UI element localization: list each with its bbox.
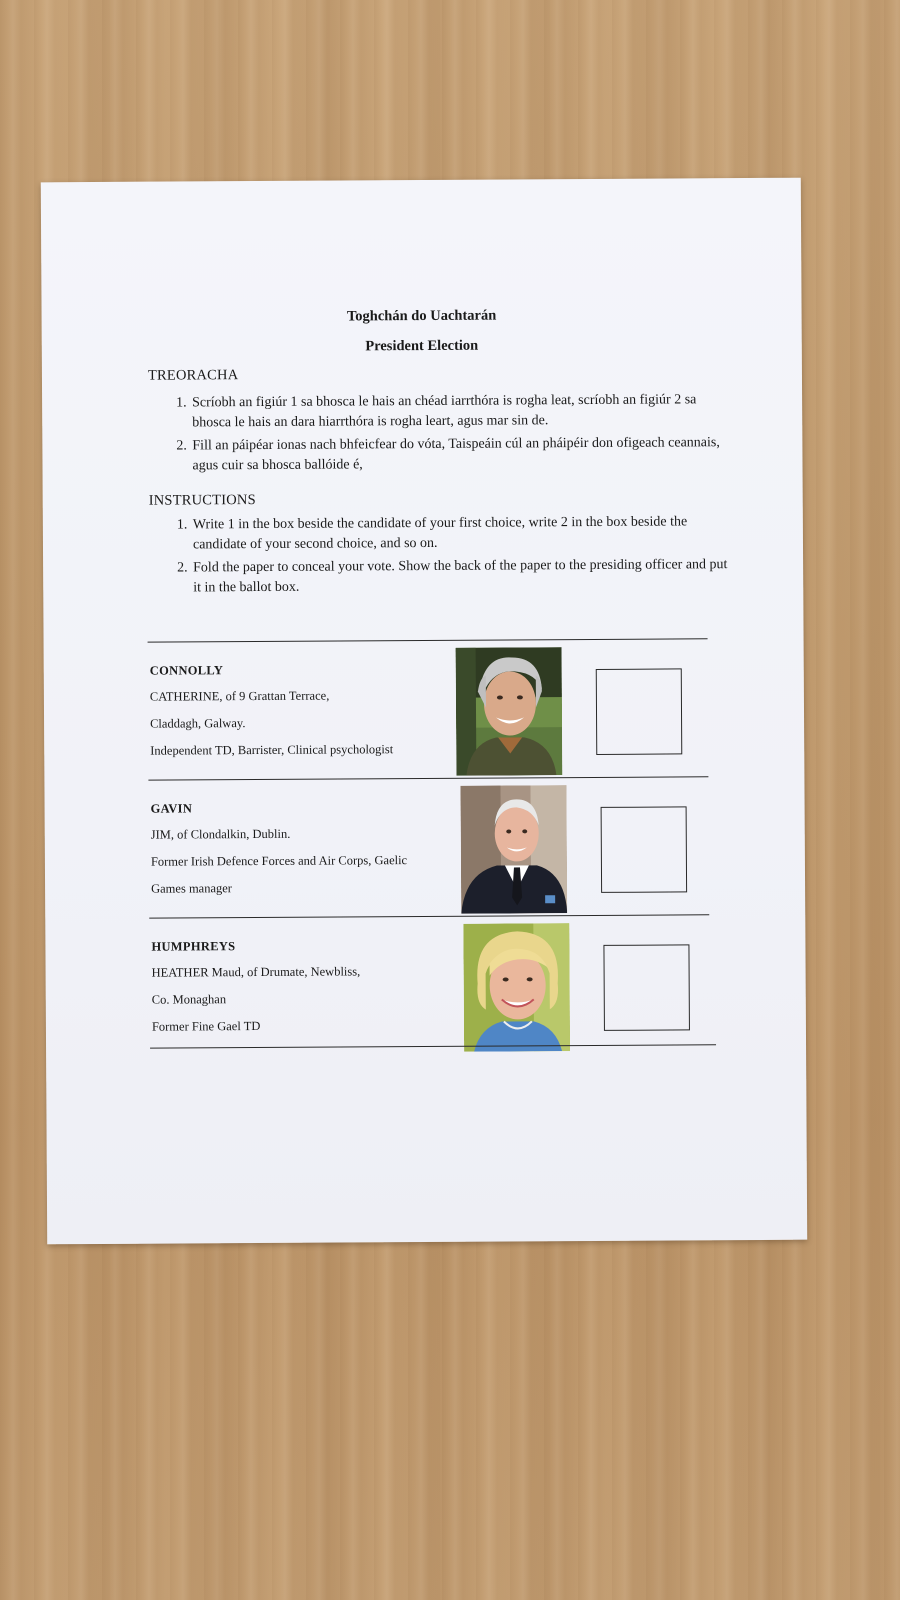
treoracha-step-2: 2. Fill an páipéar ionas nach bhfeicfear do vóta, Taispeáin cúl an pháipéir don ofigeach ceannais, agus cuir sa bhosca ballóide é, [190, 433, 730, 476]
candidate-photo [460, 785, 567, 914]
candidate-name-address: JIM, of Clondalkin, Dublin. [150, 826, 291, 842]
candidate-details [151, 938, 452, 1046]
ballot-title-english: President Election [365, 337, 479, 355]
preference-box[interactable] [596, 668, 683, 755]
candidate-photo [463, 923, 570, 1052]
candidate-surname: CONNOLLY [149, 663, 224, 678]
treoracha-list [167, 390, 731, 479]
candidate-name-address: CATHERINE, of 9 Grattan Terrace, [149, 688, 330, 704]
instructions-step-1: 1. Write 1 in the box beside the candidate of your first choice, write 2 in the box beside the candidate of your second choice, and so on. [191, 512, 731, 555]
candidate-surname: HUMPHREYS [151, 939, 236, 954]
instructions-heading: INSTRUCTIONS [148, 492, 256, 509]
candidate-photo [456, 647, 563, 776]
candidate-description: Games manager [151, 881, 232, 896]
instructions-step-2: 2. Fold the paper to conceal your vote. Show the back of the paper to the presiding officer and put it in the ballot box. [191, 555, 731, 598]
candidate-description: Former Fine Gael TD [151, 1019, 261, 1034]
candidate-address: Former Irish Defence Forces and Air Corps, Gaelic [150, 853, 408, 869]
candidate-details [151, 800, 452, 908]
treoracha-heading: TREORACHA [147, 367, 239, 384]
ballot-paper [41, 178, 807, 1245]
preference-box[interactable] [601, 806, 688, 893]
candidate-row-gavin [148, 778, 709, 917]
candidate-description: Independent TD, Barrister, Clinical psychologist [150, 742, 394, 758]
ballot-title-irish: Toghchán do Uachtarán [346, 307, 497, 325]
preference-box[interactable] [603, 944, 690, 1031]
candidate-row-humphreys [149, 916, 710, 1055]
candidate-name-address: HEATHER Maud, of Drumate, Newbliss, [151, 964, 361, 980]
candidate-row-connolly [148, 640, 709, 779]
instructions-list [168, 512, 732, 601]
candidate-details [150, 662, 451, 770]
candidate-address: Claddagh, Galway. [150, 716, 246, 731]
candidate-address: Co. Monaghan [151, 992, 227, 1007]
candidate-surname: GAVIN [150, 801, 193, 816]
treoracha-step-1: 1. Scríobh an figiúr 1 sa bhosca le hais an chéad iarrthóra is rogha leat, scríobh an figiúr 2 sa bhosca le hais an dara hiarrthóra is rogha leart, agus mar sin de. [190, 390, 730, 433]
